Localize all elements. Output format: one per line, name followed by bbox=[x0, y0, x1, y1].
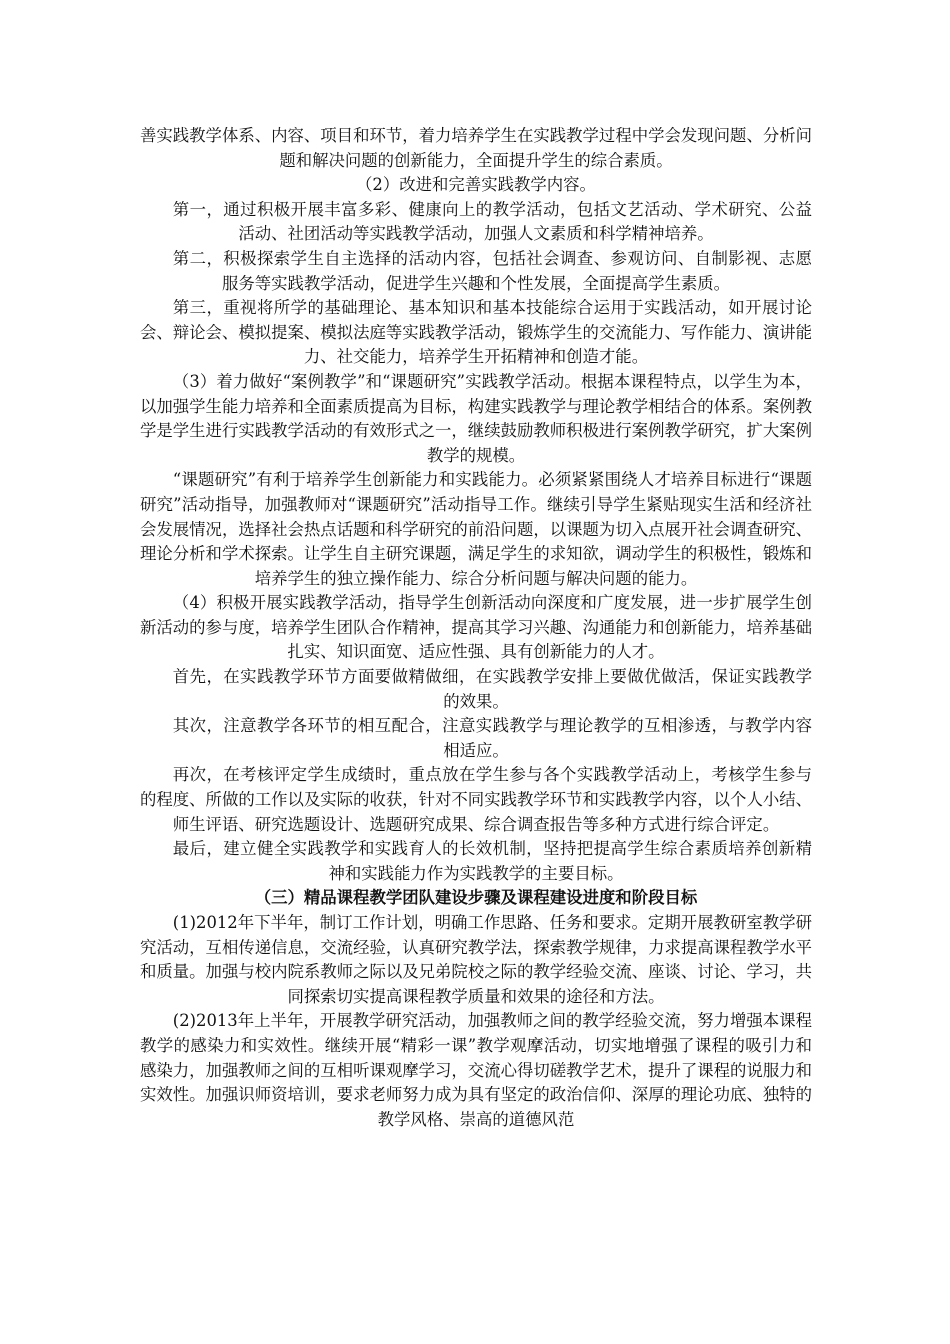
paragraph-research: “课题研究”有利于培养学生创新能力和实践能力。必须紧紧围绕人才培养目标进行“课题研究”活动指导，加强教师对“课题研究”活动指导工作。继续引导学生紧贴现实生活和经济社会发展情况，选择社会热点话题和科学研究的前沿问题，以课题为切入点展开社会调查研究、理论分析和学术探索。让学生自主研究课题，满足学生的求知欲，调动学生的积极性，锻炼和培养学生的独立操作能力、综合分析问题与解决问题的能力。 bbox=[140, 470, 813, 588]
subheading-2: （2）改进和完善实践教学内容。 bbox=[356, 175, 596, 195]
paragraph-2013: (2)2013年上半年，开展教学研究活动，加强教师之间的教学经验交流，努力增强本课程教学的感染力和实效性。继续开展“精彩一课”教学观摩活动，切实地增强了课程的吸引力和感染力，加强教师之间的互相听课观摩学习，交流心得切磋教学艺术，提升了课程的说服力和实效性。加强识师资培训，要求老师努力成为具有坚定的政治信仰、深厚的理论功底、独特的教学风格、崇高的道德风范 bbox=[140, 1011, 813, 1129]
paragraph-2012: (1)2012年下半年，制订工作计划，明确工作思路、任务和要求。定期开展教研室教学研究活动，互相传递信息，交流经验，认真研究教学法，探索教学规律，力求提高课程教学水平和质量。加强与校内院系教师之际以及兄弟院校之际的教学经验交流、座谈、讨论、学习，共同探索切实提高课程教学质量和效果的途径和方法。 bbox=[140, 913, 813, 1006]
paragraph-firstly: 首先，在实践教学环节方面要做精做细，在实践教学安排上要做优做活，保证实践教学的效果。 bbox=[172, 667, 812, 711]
paragraph-first: 第一，通过积极开展丰富多彩、健康向上的教学活动，包括文艺活动、学术研究、公益活动、社团活动等实践教学活动，加强人文素质和科学精神培养。 bbox=[172, 199, 812, 244]
paragraph-item-4: （4）积极开展实践教学活动，指导学生创新活动向深度和广度发展，进一步扩展学生创新活动的参与度，培养学生团队合作精神，提高其学习兴趣、沟通能力和创新能力，培养基础扎实、知识面宽、适应性强、具有创新能力的人才。 bbox=[140, 593, 813, 662]
paragraph-third: 第三，重视将所学的基础理论、基本知识和基本技能综合运用于实践活动，如开展讨论会、辩论会、模拟提案、模拟法庭等实践教学活动，锻炼学生的交流能力、写作能力、演讲能力、社交能力，培养学生开拓精神和创造才能。 bbox=[140, 298, 813, 367]
paragraph-finally: 最后，建立健全实践教学和实践育人的长效机制，坚持把提高学生综合素质培养创新精神和实践能力作为实践教学的主要目标。 bbox=[172, 839, 812, 883]
paragraph-item-3: （3）着力做好“案例教学”和“课题研究”实践教学活动。根据本课程特点，以学生为本，以加强学生能力培养和全面素质提高为目标，构建实践教学与理论教学相结合的体系。案例教学是学生进行实践教学活动的有效形式之一，继续鼓励教师积极进行案例教学研究，扩大案例教学的规模。 bbox=[140, 371, 813, 465]
paragraph-continued: 善实践教学体系、内容、项目和环节，着力培养学生在实践教学过程中学会发现问题、分析问题和解决问题的创新能力，全面提升学生的综合素质。 bbox=[140, 126, 813, 170]
document-page bbox=[140, 124, 812, 1132]
paragraph-thirdly: 再次，在考核评定学生成绩时，重点放在学生参与各个实践教学活动上，考核学生参与的程度、所做的工作以及实际的收获，针对不同实践教学环节和实践教学内容，以个人小结、师生评语、研究选题设计、选题研究成果、综合调查报告等多种方式进行综合评定。 bbox=[140, 765, 813, 834]
section-heading: （三）精品课程教学团队建设步骤及课程建设进度和阶段目标 bbox=[254, 888, 698, 908]
paragraph-second: 第二，积极探索学生自主选择的活动内容，包括社会调查、参观访问、自制影视、志愿服务等实践教学活动，促进学生兴趣和个性发展，全面提高学生素质。 bbox=[172, 248, 812, 293]
paragraph-secondly: 其次，注意教学各环节的相互配合，注意实践教学与理论教学的互相渗透，与教学内容相适应。 bbox=[172, 716, 812, 760]
